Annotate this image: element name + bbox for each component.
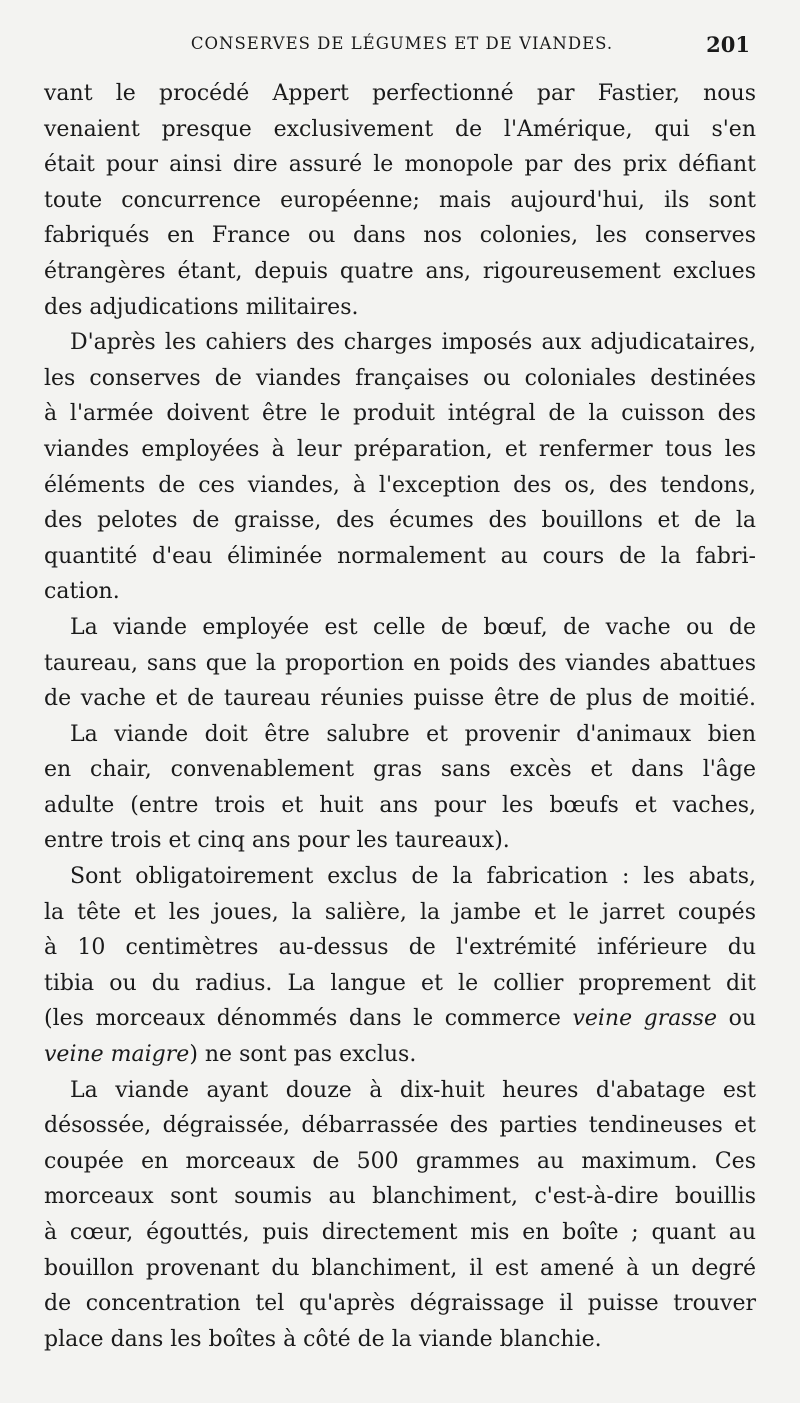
text-line: de vache et de taureau réunies puisse être de plus de moitié. — [44, 686, 756, 712]
text-line: des pelotes de graisse, des écumes des bouillons et de la — [44, 508, 756, 534]
text-line: D'après les cahiers des charges imposés aux adjudicataires, — [70, 330, 756, 356]
text-line: place dans les boîtes à côté de la viande blanchie. — [44, 1326, 602, 1352]
text-line: entre trois et cinq ans pour les taureaux). — [44, 828, 510, 854]
body-text — [44, 76, 756, 1357]
running-head — [44, 34, 760, 64]
paragraph — [44, 76, 756, 325]
italic-term: veine maigre — [44, 1042, 190, 1068]
text-run: ou — [717, 1006, 756, 1032]
text-line: désossée, dégraissée, débarrassée des parties tendineuses et — [44, 1113, 756, 1139]
text-line: tibia ou du radius. La langue et le collier proprement dit — [44, 970, 756, 996]
text-line: des adjudications militaires. — [44, 294, 359, 320]
text-line: viandes employées à leur préparation, et renfermer tous les — [44, 436, 756, 462]
text-line — [44, 1037, 756, 1073]
text-line: toute concurrence européenne; mais aujourd'hui, ils sont — [44, 187, 756, 213]
text-line: bouillon provenant du blanchiment, il est amené à un degré — [44, 1255, 756, 1281]
italic-term: veine grasse — [572, 1006, 717, 1032]
text-line: à 10 centimètres au-dessus de l'extrémité inférieure du — [44, 935, 756, 961]
text-line: quantité d'eau éliminée normalement au cours de la fabri- — [44, 543, 756, 569]
text-line: La viande employée est celle de bœuf, de vache ou de — [70, 614, 756, 640]
text-line: morceaux sont soumis au blanchiment, c'est-à-dire bouillis — [44, 1184, 756, 1210]
text-line: à l'armée doivent être le produit intégral de la cuisson des — [44, 401, 756, 427]
text-line: adulte (entre trois et huit ans pour les bœufs et vaches, — [44, 792, 756, 818]
page-number: 201 — [706, 32, 750, 57]
text-line — [44, 1001, 756, 1037]
text-line: fabriqués en France ou dans nos colonies, les conserves — [44, 223, 756, 249]
paragraph — [44, 859, 756, 1073]
text-line: taureau, sans que la proportion en poids des viandes abattues — [44, 650, 756, 676]
text-line: venaient presque exclusivement de l'Amérique, qui s'en — [44, 116, 756, 142]
text-line: La viande doit être salubre et provenir d'animaux bien — [70, 721, 756, 747]
text-line: en chair, convenablement gras sans excès et dans l'âge — [44, 757, 756, 783]
text-run: (les morceaux dénommés dans le commerce — [44, 1006, 573, 1032]
text-line: Sont obligatoirement exclus de la fabrication : les abats, — [70, 864, 756, 890]
paragraph — [44, 325, 756, 610]
text-line: éléments de ces viandes, à l'exception des os, des tendons, — [44, 472, 756, 498]
text-line: les conserves de viandes françaises ou coloniales destinées — [44, 365, 756, 391]
text-line: la tête et les joues, la salière, la jambe et le jarret coupés — [44, 899, 756, 925]
text-line: cation. — [44, 579, 120, 605]
text-line: était pour ainsi dire assuré le monopole par des prix défiant — [44, 152, 756, 178]
running-title: CONSERVES DE LÉGUMES ET DE VIANDES. — [190, 34, 614, 53]
text-line: de concentration tel qu'après dégraissage il puisse trouver — [44, 1291, 756, 1317]
paragraph — [44, 717, 756, 859]
text-line: à cœur, égouttés, puis directement mis en boîte ; quant au — [44, 1220, 756, 1245]
text-line: La viande ayant douze à dix-huit heures d'abatage est — [70, 1077, 756, 1103]
text-run: ) ne sont pas exclus. — [189, 1042, 417, 1068]
text-line: vant le procédé Appert perfectionné par Fastier, nous — [44, 81, 756, 106]
paragraph — [44, 610, 756, 717]
text-line: étrangères étant, depuis quatre ans, rigoureusement exclues — [44, 258, 756, 284]
text-line: coupée en morceaux de 500 grammes au maximum. Ces — [44, 1148, 756, 1174]
paragraph — [44, 1073, 756, 1358]
